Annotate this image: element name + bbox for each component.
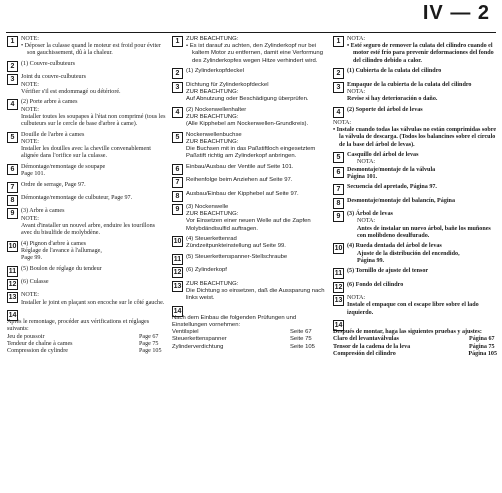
entry-title: (2) Porte arbre à cames (21, 99, 78, 106)
step-number: 9 (172, 204, 183, 215)
note-text: Installer les douilles avec la cheville convenablement alignée dans l'orifice sur la culasse. (21, 146, 151, 160)
step-number: 11 (8, 267, 17, 275)
entry-8 (333, 198, 497, 208)
entry-title: Einbau/Ausbau der Ventile auf Seite 101. (186, 163, 294, 170)
entry-12 (333, 282, 497, 292)
entry-title: Démontage/remontage de culbuteur, Page 97. (21, 194, 133, 201)
note-label: NOTE: (21, 215, 39, 222)
entry-5 (333, 152, 497, 166)
entry-14 (7, 310, 167, 355)
step-number: 10 (173, 238, 182, 246)
step-number: 7 (333, 184, 344, 195)
note-label: ZUR BEACHTUNG: (186, 280, 239, 287)
entry-12 (172, 267, 332, 277)
note-label: ZUR BEACHTUNG: (186, 113, 239, 120)
note-label: NOTE: (21, 36, 39, 42)
entry-2 (7, 61, 167, 71)
step-number: 8 (7, 195, 18, 206)
note-text: • Instale cuando todas las válvulas no están comprimidas sobre la válvula de descarga. (Todos los balancines sobre el círculo de la base del árbol de levas). (333, 127, 497, 148)
entry-title: (1) Couvre-culbuteurs (21, 61, 75, 67)
step-number: 10 (8, 242, 17, 250)
note-text: Die Buchsen mit in das Paßstiftloch eingesetztem Paßstift richtig am Zylinderkopf anbringen. (186, 146, 316, 160)
note-text: • Esté seguro de remover la culata del cilindro cuando el motor esté frío para prevenir deformaciones del fondo del cilindro debido a calor. (347, 43, 494, 64)
step-number: 13 (173, 282, 182, 290)
note-label: ZUR BEACHTUNG: (186, 36, 239, 42)
note-label: NOTE: (21, 138, 39, 145)
entry-10 (7, 241, 167, 263)
note-text: Revise si hay deterioración o daño. (347, 96, 438, 102)
note-label: NOTA: (347, 295, 366, 302)
note-text: Avant d'installer un nouvel arbre, enduire les tourillons avec du bisulfide de molybdène. (21, 222, 155, 236)
entry-3 (7, 74, 167, 96)
entry-1 (172, 36, 332, 65)
entry-title: Desmontaje/montaje del balancín, Página (347, 197, 455, 204)
note-text: (Alle Kipphebel am Nockenwellen-Grundkreis). (186, 121, 309, 127)
entry-12 (7, 279, 167, 289)
entry-title: Secuencia del apretado, Página 97. (347, 184, 437, 191)
step-number: 7 (7, 182, 18, 193)
entry-5 (7, 132, 167, 161)
check-row: Tendeur de chaîne à cames Page 75 (7, 340, 159, 347)
entry-4 (7, 99, 167, 128)
note-label: ZUR BEACHTUNG: (186, 88, 239, 95)
entry-title: Nockenwellenbuchse (186, 131, 242, 138)
step-number: 12 (173, 269, 182, 277)
note-label: NOTA: (357, 218, 376, 225)
check-row: Claro del levantaválvulas Página 67 (333, 336, 495, 343)
entry-title: (3) Arbre à cames (21, 208, 65, 215)
entry-4 (333, 107, 497, 117)
step-number: 2 (333, 68, 344, 79)
step-number: 14 (334, 322, 343, 330)
entry-3 (172, 82, 332, 104)
entry-9 (333, 211, 497, 240)
step-number: 6 (333, 167, 344, 178)
check-row: Zylinderverdichtung Seite 105 (172, 343, 315, 350)
step-number: 6 (7, 164, 18, 175)
note-label: NOTA: (347, 36, 366, 42)
check-row: Steuerkettenspanner Seite 75 (172, 336, 312, 343)
entry-13 (172, 281, 332, 303)
entry-4-note (333, 120, 497, 149)
note-label: NOTE: (21, 292, 39, 299)
entry-5 (172, 132, 332, 161)
entry-title: Ausbau/Einbau der Kipphebel auf Seite 97. (186, 190, 299, 197)
entry-11 (172, 254, 332, 264)
step-number: 4 (333, 107, 344, 118)
entry-6 (172, 164, 332, 174)
note-label: NOTE: (21, 106, 39, 113)
note-text: Antes de instalar un nuevo árbol, bañe los muñones con molibdeno desulfurado. (357, 225, 491, 239)
step-number: 11 (334, 270, 343, 278)
entry-title: (4) Steuerkettenrad (186, 236, 237, 243)
checks-intro: Après le remontage, procéder aux vérifications et réglages suivants: (7, 319, 150, 333)
step-number: 14 (8, 312, 17, 320)
entry-subtitle: Zündzeitpunkteinstellung auf Seite 99. (186, 243, 286, 250)
entry-7 (172, 177, 332, 187)
note-text: Installer le joint en plaçant son encoche sur le côté gauche. (21, 299, 165, 306)
entry-title: (4) Pignon d'arbre à cames (21, 240, 87, 247)
entry-title: Reihenfolge beim Anziehen auf Seite 97. (186, 177, 293, 184)
step-number: 11 (173, 255, 182, 263)
entry-7 (7, 182, 167, 192)
entry-title: (4) Rueda dentada del árbol de levas (347, 243, 442, 250)
step-number: 9 (333, 211, 344, 222)
entry-title: Dichtung für Zylinderkopfdeckel (186, 81, 269, 88)
step-number: 2 (172, 68, 183, 79)
entry-subtitle: Ajuste de la distribución del encendido, (357, 250, 460, 257)
note-label: ZUR BEACHTUNG: (186, 138, 239, 145)
header-rule (6, 32, 496, 33)
entry-title: (1) Zylinderkopfdeckel (186, 68, 244, 75)
entry-4 (172, 107, 332, 129)
step-number: 5 (333, 152, 344, 163)
check-row: Ventilspiel Seite 67 (172, 329, 312, 336)
check-row: Tensor de la cadena de la leva Página 75 (333, 343, 495, 350)
entry-11 (333, 268, 497, 278)
entry-title: (2) Nockenwellenhalter (186, 106, 247, 113)
page-reference: Página 99. (357, 257, 385, 264)
entry-13 (333, 295, 497, 317)
step-number: 3 (7, 74, 18, 85)
check-row: Compression de cylindre Page 105 (7, 347, 162, 354)
entry-title: Ordre de serrage, Page 97. (21, 181, 86, 188)
note-text: • Es ist darauf zu achten, den Zylinderkopf nur bei kaltem Motor zu entfernen, damit eine Verformung des Zylinderkopfes wegen Hitze verhindert wird. (186, 43, 323, 64)
entry-title: Casquillo del árbol de levas (347, 152, 419, 159)
entry-11 (7, 266, 167, 276)
step-number: 8 (172, 191, 183, 202)
entry-title: (6) Fondo del cilindro (347, 281, 404, 288)
entry-6 (333, 167, 497, 181)
check-row: Jeu de poussoir Page 67 (7, 333, 159, 340)
step-number: 5 (7, 132, 18, 143)
entry-title: (3) Nockenwelle (186, 203, 229, 210)
step-number: 12 (334, 283, 343, 291)
entry-14 (172, 306, 332, 351)
entry-title: (5) Steuerkettenspanner-Stellschraube (186, 253, 288, 260)
check-row: Compresión del cilindro Página 105 (333, 350, 497, 357)
step-number: 5 (172, 132, 183, 143)
step-number: 14 (173, 307, 182, 315)
step-number: 9 (7, 208, 18, 219)
entry-7 (333, 184, 497, 194)
step-number: 1 (172, 36, 183, 47)
entry-title: (3) Árbol de levas (347, 211, 393, 218)
entry-1 (7, 36, 167, 58)
entry-10 (333, 243, 497, 265)
step-number: 1 (7, 36, 18, 47)
step-number: 10 (334, 245, 343, 253)
entry-title: (6) Zylinderkopf (186, 267, 227, 274)
step-number: 6 (172, 164, 183, 175)
entry-9 (172, 204, 332, 233)
entry-title: Empaque de la cubierta de la culata del cilindro (347, 81, 472, 88)
step-number: 13 (8, 294, 17, 302)
entry-title: (1) Cubierta de la culata del cilindro (347, 68, 442, 75)
step-number: 3 (172, 82, 183, 93)
entry-title: Desmontaje/montaje de la válvula (347, 166, 436, 173)
step-number: 7 (172, 177, 183, 188)
note-label: NOTE: (21, 81, 39, 88)
step-number: 1 (333, 36, 344, 47)
step-number: 8 (333, 198, 344, 209)
column-german (172, 36, 332, 351)
step-number: 13 (334, 297, 343, 305)
step-number: 4 (7, 99, 18, 110)
entry-title: (5) Tornillo de ajuste del tensor (347, 268, 429, 275)
entry-title: Douille de l'arbre à cames (21, 131, 85, 138)
step-number: 2 (7, 61, 18, 72)
note-label: NOTA: (333, 119, 352, 126)
note-text: Instale el empaque con el escape libre sobre el lado izquierdo. (347, 302, 479, 316)
note-text: Auf Abnutzung oder Beschädigung überprüfen. (186, 96, 309, 102)
entry-subtitle: Réglage de l'avance à l'allumage, (21, 247, 102, 254)
entry-2 (172, 68, 332, 78)
page-reference: Page 101. (21, 171, 46, 177)
column-french (7, 36, 167, 355)
note-text: Die Dichtung so einsetzen, daß die Aussparung nach links weist. (186, 287, 325, 302)
entry-title: Démontage/remontage de soupape (21, 163, 106, 170)
column-spanish (333, 36, 497, 358)
entry-8 (172, 191, 332, 201)
note-label: ZUR BEACHTUNG: (186, 211, 239, 218)
entry-8 (7, 195, 167, 205)
note-text: Vérifier s'il est endommagé ou détérioré. (21, 88, 121, 95)
entry-2 (333, 68, 497, 78)
entry-3 (333, 82, 497, 104)
entry-10 (172, 236, 332, 250)
step-number: 12 (8, 280, 17, 288)
note-text: Vor Einsetzen einer neuen Welle auf die Zapfen Molybdändisulfid auftragen. (186, 218, 311, 232)
entry-13 (7, 292, 167, 306)
note-label: NOTA: (347, 88, 366, 95)
entry-title: (2) Soporte del árbol de levas (347, 106, 423, 113)
page-reference: Página 101. (347, 173, 378, 180)
step-number: 4 (172, 107, 183, 118)
entry-title: (6) Culasse (21, 278, 49, 285)
page-reference: Page 99. (21, 254, 42, 261)
note-text: Installer toutes les soupapes à l'état non comprimé (tous les culbuteurs sur le cercle de base d'arbre à came). (21, 113, 166, 127)
entry-6 (7, 164, 167, 178)
entry-title: (5) Boulon de réglage du tendeur (21, 265, 102, 272)
entry-1 (333, 36, 497, 65)
entry-14 (333, 320, 497, 358)
checks-intro: Nach dem Einbau die folgenden Prüfungen und Einstellungen vornehmen: (172, 314, 297, 328)
note-label: NOTA: (357, 159, 376, 166)
note-text: • Déposer la culasse quand le moteur est froid pour éviter son gauchissement, dû à la chaleur. (21, 43, 161, 57)
step-number: 3 (333, 82, 344, 93)
checks-intro: Después de montar, haga las siguientes pruebas y ajustes: (333, 329, 482, 336)
entry-title: Joint du couvre-culbuteurs (21, 74, 86, 81)
entry-9 (7, 208, 167, 237)
page-number: IV — 2 (422, 2, 490, 24)
